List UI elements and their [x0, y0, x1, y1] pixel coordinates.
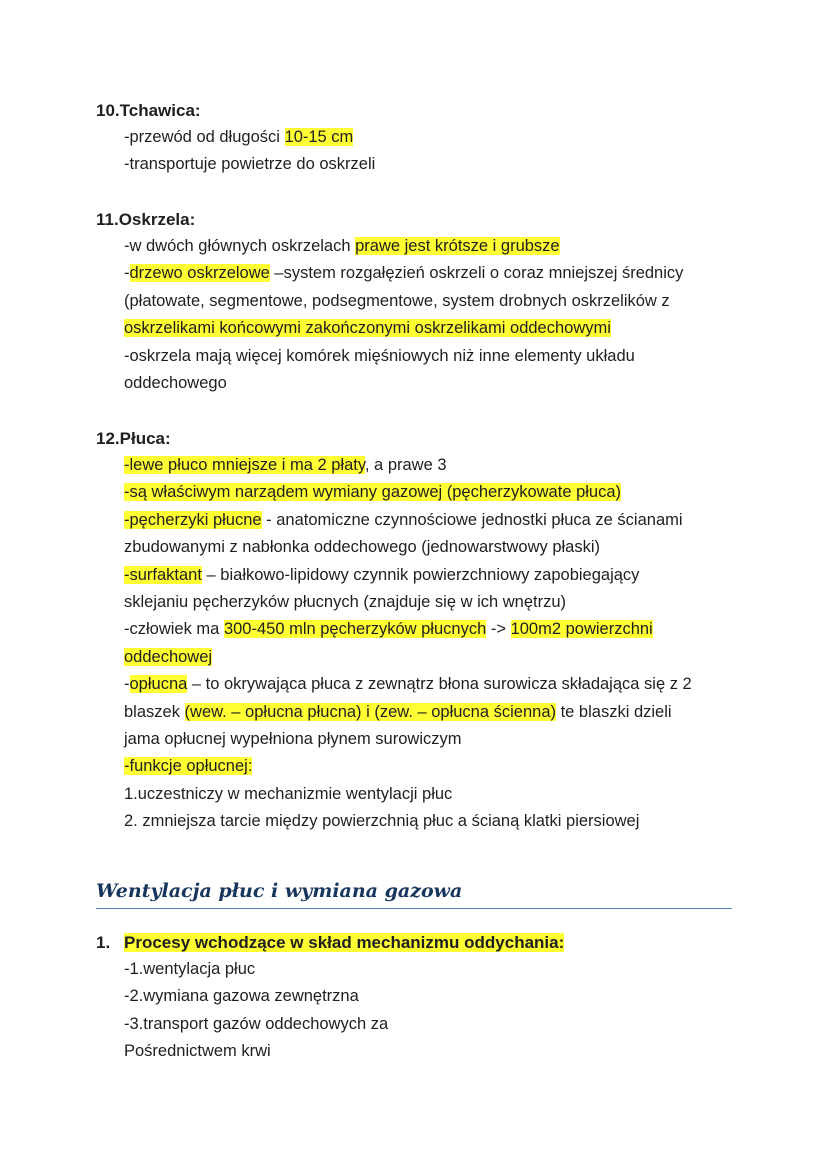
text-run: -3.transport gazów oddechowych za: [124, 1014, 389, 1033]
highlighted-text: -pęcherzyki płucne: [124, 510, 262, 529]
text-run: -1.wentylacja płuc: [124, 960, 256, 978]
highlighted-text: (wew. – opłucna płucna) i (zew. – opłucna ścienna): [184, 702, 556, 721]
highlighted-text: opłucna: [129, 675, 188, 694]
section-body-tchawica: [124, 124, 764, 179]
text-line: [124, 1011, 764, 1038]
highlighted-text: -są właściwym narządem wymiany gazowej (pęcherzykowate płuca): [124, 483, 622, 502]
text-run: -2.wymiana gazowa zewnętrzna: [124, 987, 359, 1006]
text-line: [124, 562, 764, 589]
text-line: [124, 479, 764, 506]
text-line: [124, 260, 764, 287]
heading-wentylacja: Wentylacja płuc i wymiana gazowa: [96, 876, 732, 909]
text-run: -: [124, 675, 130, 694]
text-run: -oskrzela mają więcej komórek mięśniowych niż inne elementy układu: [124, 346, 635, 365]
text-run: 2. zmniejsza tarcie między powierzchnią płuc a ścianą klatki piersiowej: [124, 812, 640, 831]
text-run: -: [124, 264, 130, 283]
text-run: sklejaniu pęcherzyków płucnych (znajduje się w ich wnętrzu): [124, 592, 567, 611]
section-body-oskrzela: [124, 233, 764, 397]
text-line: [124, 983, 764, 1010]
text-line: [124, 781, 764, 808]
highlighted-text: drzewo oskrzelowe: [129, 264, 270, 283]
text-run: blaszek: [124, 702, 185, 721]
text-line: [124, 808, 764, 835]
highlighted-text: 100m2 powierzchni: [510, 620, 653, 639]
numbered-heading-title: Procesy wchodzące w skład mechanizmu oddychania:: [124, 933, 565, 952]
text-line: [124, 753, 764, 780]
text-line: [124, 288, 764, 315]
highlighted-text: prawe jest krótsze i grubsze: [355, 237, 560, 255]
highlighted-text: -surfaktant: [124, 565, 202, 584]
text-line: [124, 315, 764, 342]
text-line: [124, 452, 764, 479]
text-line: [124, 151, 764, 178]
section-body-pluca: [124, 452, 764, 835]
text-line: [124, 726, 764, 753]
text-run: -w dwóch głównych oskrzelach: [124, 237, 356, 255]
text-run: – białkowo-lipidowy czynnik powierzchniowy zapobiegający: [201, 565, 640, 584]
text-run: te blaszki dzieli: [556, 702, 672, 721]
text-run: 1.uczestniczy w mechanizmie wentylacji płuc: [124, 784, 453, 803]
text-line: [124, 233, 764, 260]
text-run: -przewód od długości: [124, 128, 285, 146]
text-line: [124, 507, 764, 534]
section-heading-oskrzela: 11.Oskrzela:: [96, 210, 196, 229]
numbered-heading: [96, 929, 564, 956]
text-line: [124, 616, 764, 643]
text-line: [124, 956, 764, 983]
text-run: - anatomiczne czynnościowe jednostki płuca ze ścianami: [261, 510, 683, 529]
text-run: oddechowego: [124, 373, 227, 392]
text-line: [124, 343, 764, 370]
highlighted-text: -funkcje opłucnej:: [124, 757, 253, 776]
highlighted-text: oddechowej: [124, 647, 213, 666]
numbered-heading-number: 1.: [96, 933, 111, 952]
text-run: -człowiek ma: [124, 620, 224, 639]
text-run: jama opłucnej wypełniona płynem surowiczym: [124, 729, 462, 748]
highlighted-text: oskrzelikami końcowymi zakończonymi oskrzelikami oddechowymi: [124, 319, 611, 338]
text-line: [124, 644, 764, 671]
text-run: ->: [486, 620, 511, 639]
highlighted-text: 10-15 cm: [284, 128, 354, 146]
text-line: [124, 124, 764, 151]
text-line: [124, 589, 764, 616]
text-line: [124, 534, 764, 561]
text-line: [124, 1038, 764, 1065]
text-run: (płatowate, segmentowe, podsegmentowe, system drobnych oskrzelików z: [124, 291, 670, 310]
highlighted-text: 300-450 mln pęcherzyków płucnych: [223, 620, 487, 639]
text-run: – to okrywająca płuca z zewnątrz błona surowicza składająca się z 2: [187, 675, 692, 694]
text-line: [124, 699, 764, 726]
text-line: [124, 671, 764, 698]
highlighted-text: -lewe płuco mniejsze i ma 2 płaty: [124, 456, 365, 474]
text-run: –system rozgałęzień oskrzeli o coraz mniejszej średnicy: [269, 264, 684, 283]
text-line: [124, 370, 764, 397]
section-heading-tchawica: 10.Tchawica:: [96, 101, 201, 120]
text-run: zbudowanymi z nabłonka oddechowego (jednowarstwowy płaski): [124, 538, 601, 557]
numbered-body: [124, 956, 764, 1066]
text-run: , a prawe 3: [364, 456, 447, 474]
text-run: -transportuje powietrze do oskrzeli: [124, 155, 376, 174]
text-run: Pośrednictwem krwi: [124, 1042, 271, 1061]
section-heading-pluca: 12.Płuca:: [96, 429, 171, 448]
